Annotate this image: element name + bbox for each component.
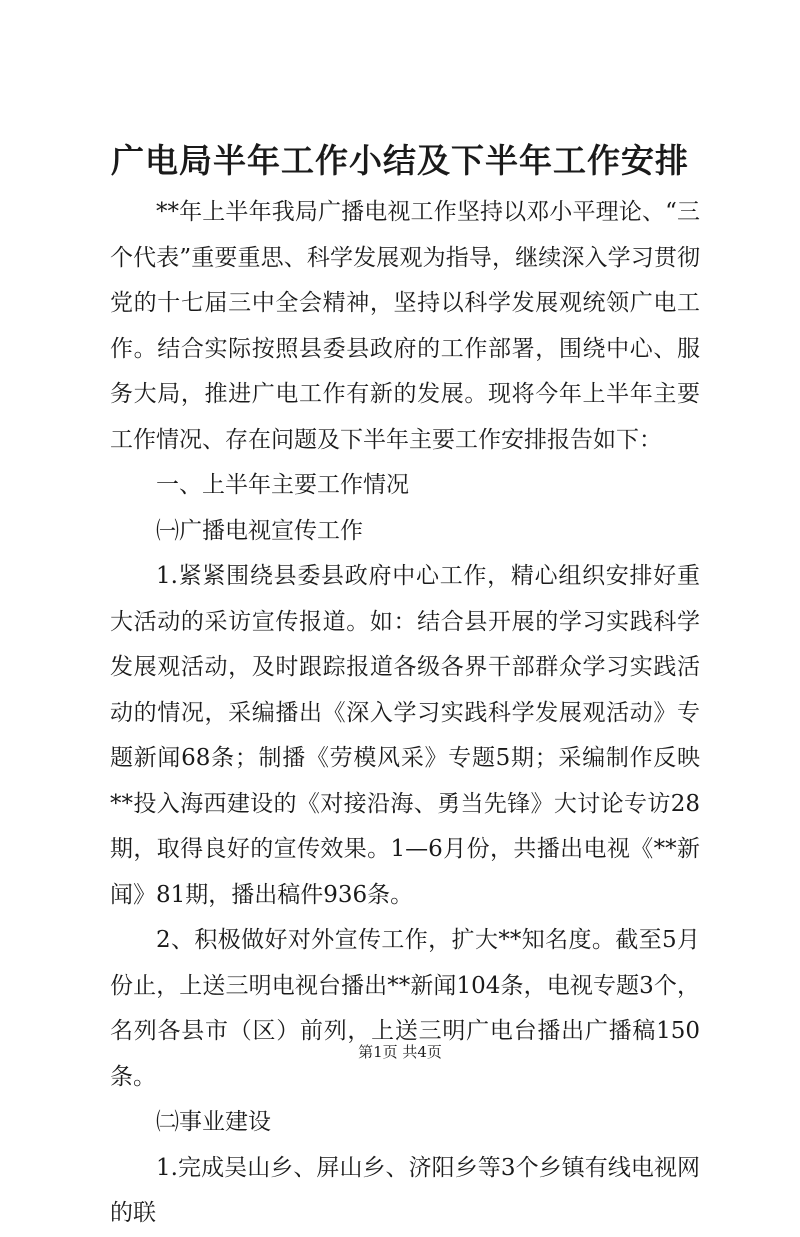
paragraph-item-2: 2、积极做好对外宣传工作，扩大**知名度。截至5月份止，上送三明电视台播出**新闻104条，电视专题3个，名列各县市（区）前列，上送三明广电台播出广播稿150条。: [110, 927, 700, 1090]
paragraph-item-3: 1.完成吴山乡、屏山乡、济阳乡等3个乡镇有线电视网的联: [110, 1154, 700, 1226]
intro-paragraph: **年上半年我局广播电视工作坚持以邓小平理论、“三个代表”重要重思、科学发展观为指导，继续深入学习贯彻党的十七届三中全会精神，坚持以科学发展观统领广电工作。结合实际按照县委县政府的工作部署，围绕中心、服务大局，推进广电工作有新的发展。现将今年上半年主要工作情况、存在问题及下半年主要工作安排报告如下：: [110, 199, 700, 453]
subsection-heading-1: ㈠广播电视宣传工作: [156, 517, 363, 544]
document-title: 广电局半年工作小结及下半年工作安排: [111, 141, 689, 180]
section-heading-1: 一、上半年主要工作情况: [156, 472, 409, 498]
subsection-heading-2: ㈡事业建设: [156, 1109, 271, 1135]
paragraph-item-1: 1.紧紧围绕县委县政府中心工作，精心组织安排好重大活动的采访宣传报道。如：结合县开展的学习实践科学发展观活动，及时跟踪报道各级各界干部群众学习实践活动的情况，采编播出《深入学习实践科学发展观活动》专题新闻68条；制播《劳模风采》专题5期；采编制作反映**投入海西建设的《对接沿海、勇当先锋》大讨论专访28期，取得良好的宣传效果。1—6月份，共播出电视《**新闻》81期，播出稿件936条。: [110, 563, 700, 908]
document-body: [110, 190, 700, 1237]
page-number-footer: 第1页 共4页: [358, 1043, 442, 1061]
